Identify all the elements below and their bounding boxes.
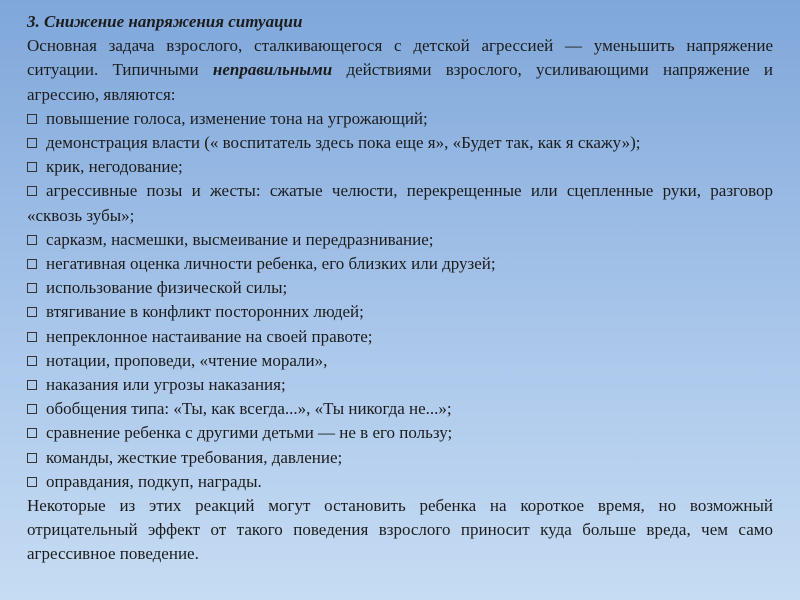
list-item-text: повышение голоса, изменение тона на угрожающий; xyxy=(46,108,428,128)
list-item-text: втягивание в конфликт посторонних людей; xyxy=(46,302,364,322)
conclusion-paragraph: Некоторые из этих реакций могут остановить ребенка на короткое время, но возможный отрицательный эффект от такого поведения взрослого приносит куда больше вреда, чем само агрессивное поведение. xyxy=(27,496,773,564)
list-item-text: обобщения типа: «Ты, как всегда...», «Ты никогда не...»; xyxy=(46,399,452,419)
list-item-text: непреклонное настаивание на своей правоте; xyxy=(46,326,373,346)
list-item xyxy=(27,228,773,252)
list-item-text: оправдания, подкуп, награды. xyxy=(46,471,262,491)
list-item-text: нотации, проповеди, «чтение морали», xyxy=(46,350,328,370)
list-item-text: команды, жесткие требования, давление; xyxy=(46,447,343,467)
list-item xyxy=(27,300,773,324)
list-item xyxy=(27,131,773,155)
intro-text-before: Основная задача взрослого, сталкивающегося с детской агрессией — уменьшить напряжение ситуации. Типичными xyxy=(27,36,773,80)
list-item-text: агрессивные позы и жесты: сжатые челюсти, перекрещенные или сцепленные руки, разговор «сквозь зубы»; xyxy=(27,181,773,225)
list-item xyxy=(27,252,773,276)
checkbox-bullet-icon xyxy=(27,332,37,342)
checkbox-bullet-icon xyxy=(27,235,37,245)
list-item xyxy=(27,179,773,227)
checkbox-bullet-icon xyxy=(27,186,37,196)
list-item xyxy=(27,349,773,373)
list-item-text: наказания или угрозы наказания; xyxy=(46,375,286,395)
list-item xyxy=(27,397,773,421)
checkbox-bullet-icon xyxy=(27,477,37,487)
list-item xyxy=(27,470,773,494)
list-item xyxy=(27,373,773,397)
list-item-text: сравнение ребенка с другими детьми — не в его пользу; xyxy=(46,423,453,443)
checkbox-bullet-icon xyxy=(27,453,37,463)
checkbox-bullet-icon xyxy=(27,138,37,148)
checkbox-bullet-icon xyxy=(27,283,37,293)
list-item-text: демонстрация власти (« воспитатель здесь пока еще я», «Будет так, как я скажу»); xyxy=(46,133,641,153)
checkbox-bullet-icon xyxy=(27,356,37,366)
checkbox-bullet-icon xyxy=(27,259,37,269)
intro-paragraph xyxy=(27,34,773,107)
checkbox-bullet-icon xyxy=(27,162,37,172)
checkbox-bullet-icon xyxy=(27,114,37,124)
checkbox-bullet-icon xyxy=(27,307,37,317)
list-item xyxy=(27,276,773,300)
checkbox-bullet-icon xyxy=(27,380,37,390)
slide-title: 3. Снижение напряжения ситуации xyxy=(27,12,303,31)
intro-text-after: действиями взрослого, усиливающими напряжение и агрессию, являются: xyxy=(27,60,773,104)
list-item xyxy=(27,155,773,179)
list-item-text: негативная оценка личности ребенка, его близких или друзей; xyxy=(46,254,496,274)
list-item xyxy=(27,421,773,445)
intro-emphasis: неправильными xyxy=(212,60,333,80)
list-item-text: крик, негодование; xyxy=(46,157,183,177)
list-item xyxy=(27,446,773,470)
list-item-text: сарказм, насмешки, высмеивание и передразнивание; xyxy=(46,229,434,249)
list-item-text: использование физической силы; xyxy=(46,278,288,298)
checkbox-bullet-icon xyxy=(27,428,37,438)
checkbox-bullet-icon xyxy=(27,404,37,414)
list-item xyxy=(27,325,773,349)
behavior-list xyxy=(27,107,773,494)
list-item xyxy=(27,107,773,131)
